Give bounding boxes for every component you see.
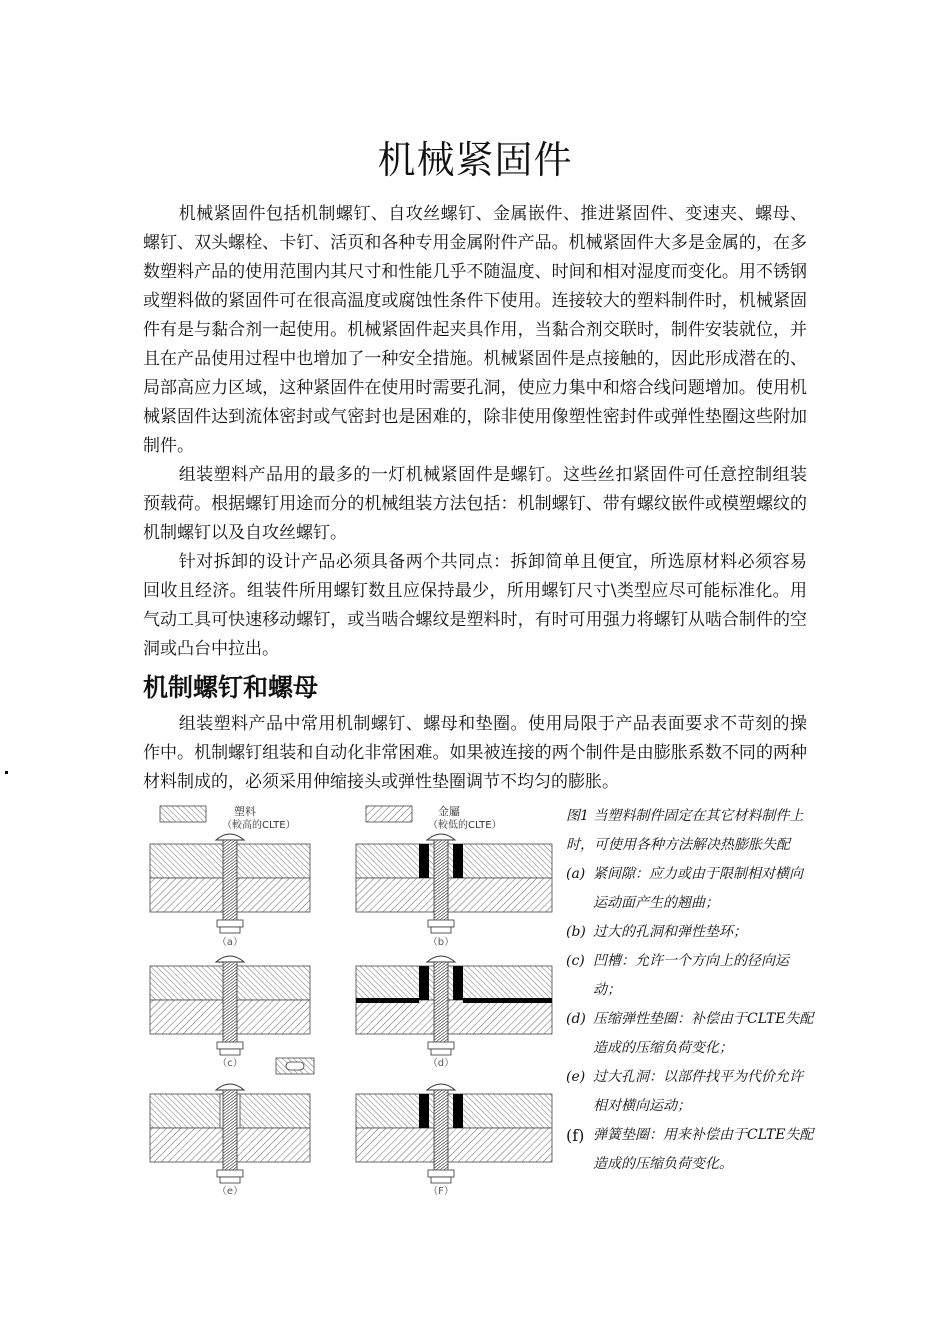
caption-item-mark: (f) xyxy=(566,1126,585,1145)
caption-item-mark: (a) xyxy=(566,866,586,882)
paragraph: 组装塑料产品用的最多的一灯机械紧固件是螺钉。这些丝扣紧固件可任意控制组装预载荷。根据螺钉用途而分的机械组装方法包括：机制螺钉、带有螺纹嵌件或模塑螺纹的机制螺钉以及自攻丝螺钉。 xyxy=(143,465,807,543)
legend-plastic-swatch xyxy=(160,806,206,822)
caption-item-text: 压缩弹性垫圈：补偿由于CLTE失配造成的压缩负荷变化； xyxy=(593,1011,814,1056)
section-heading: 机制螺钉和螺母 xyxy=(143,673,319,702)
panel-label: （d） xyxy=(427,1058,455,1069)
caption-item xyxy=(566,947,814,1005)
panel-label: （b） xyxy=(427,937,455,948)
page-title: 机械紧固件 xyxy=(377,138,573,182)
caption-item-text: 过大孔洞：以部件找平为代价允许相对横向运动； xyxy=(593,1069,803,1114)
caption-item-mark: (b) xyxy=(566,924,586,940)
panel-a xyxy=(150,834,310,948)
caption-item xyxy=(566,1063,814,1121)
legend-metal-label: 金屬 xyxy=(438,805,460,818)
panel-e xyxy=(150,1084,310,1197)
legend-plastic-label: 塑料 xyxy=(234,805,256,818)
paragraph: 组装塑料产品中常用机制螺钉、螺母和垫圈。使用局限于产品表面要求不苛刻的操作中。机制螺钉组装和自动化非常困难。如果被连接的两个制件是由膨胀系数不同的两种材料制成的，必须采用伸缩接头或弹性垫圈调节不均匀的膨胀。 xyxy=(143,714,807,792)
caption-item-text: 凹槽：允许一个方向上的径向运动； xyxy=(593,953,789,998)
caption-item-text: 弹簧垫圈：用来补偿由于CLTE失配造成的压缩负荷变化。 xyxy=(593,1127,814,1172)
caption-item xyxy=(566,1005,814,1063)
legend-metal-swatch xyxy=(366,806,412,822)
panel-d xyxy=(356,956,552,1069)
panel-b xyxy=(356,834,552,948)
panel-c xyxy=(150,956,314,1074)
panel-f xyxy=(356,1084,552,1197)
legend-plastic-sublabel: （較高的CLTE） xyxy=(222,820,296,831)
paragraph: 机械紧固件包括机制螺钉、自攻丝螺钉、金属嵌件、推进紧固件、变速夹、螺母、螺钉、双头螺栓、卡钉、活页和各种专用金属附件产品。机械紧固件大多是金属的，在多数塑料产品的使用范围内其尺寸和性能几乎不随温度、时间和相对湿度而变化。用不锈钢或塑料做的紧固件可在很高温度或腐蚀性条件下使用。连接较大的塑料制件时，机械紧固件有是与黏合剂一起使用。机械紧固件起夹具作用，当黏合剂交联时，制件安装就位，并且在产品使用过程中也增加了一种安全措施。机械紧固件是点接触的，因此形成潜在的、局部高应力区域，这种紧固件在使用时需要孔洞，使应力集中和熔合线问题增加。使用机械紧固件达到流体密封或气密封也是困难的，除非使用像塑性密封件或弹性垫圈这些附加制件。 xyxy=(143,204,807,456)
caption-item-mark: (d) xyxy=(566,1011,586,1027)
body-text xyxy=(143,200,807,797)
paragraph: 针对拆卸的设计产品必须具备两个共同点：拆卸简单且便宜，所选原材料必须容易回收且经济。组装件所用螺钉数且应保持最少，所用螺钉尺寸\类型应尽可能标准化。用气动工具可快速移动螺钉，或当啮合螺纹是塑料时，有时可用强力将螺钉从啮合制件的空洞或凸台中拉出。 xyxy=(143,552,807,659)
panel-label: （e） xyxy=(216,1186,244,1197)
caption-item xyxy=(566,1121,814,1179)
caption-item-mark: (c) xyxy=(566,953,585,969)
caption-title: 图1 当塑料制件固定在其它材料制件上时，可使用各种方法解决热膨胀失配 xyxy=(566,808,804,853)
panel-label: （F） xyxy=(428,1186,454,1197)
panel-label: （c） xyxy=(217,1058,243,1069)
margin-mark xyxy=(5,771,8,774)
caption-item-mark: (e) xyxy=(566,1069,586,1085)
caption-item xyxy=(566,860,814,918)
figure-caption xyxy=(566,802,814,1179)
legend-metal-sublabel: （較低的CLTE） xyxy=(428,820,502,831)
fastener-figure xyxy=(148,800,560,1202)
caption-item xyxy=(566,918,814,947)
caption-item-text: 紧间隙：应力或由于限制相对横向运动面产生的翘曲； xyxy=(593,866,803,911)
panel-label: （a） xyxy=(216,937,244,948)
caption-item-text: 过大的孔洞和弹性垫环； xyxy=(593,924,747,940)
